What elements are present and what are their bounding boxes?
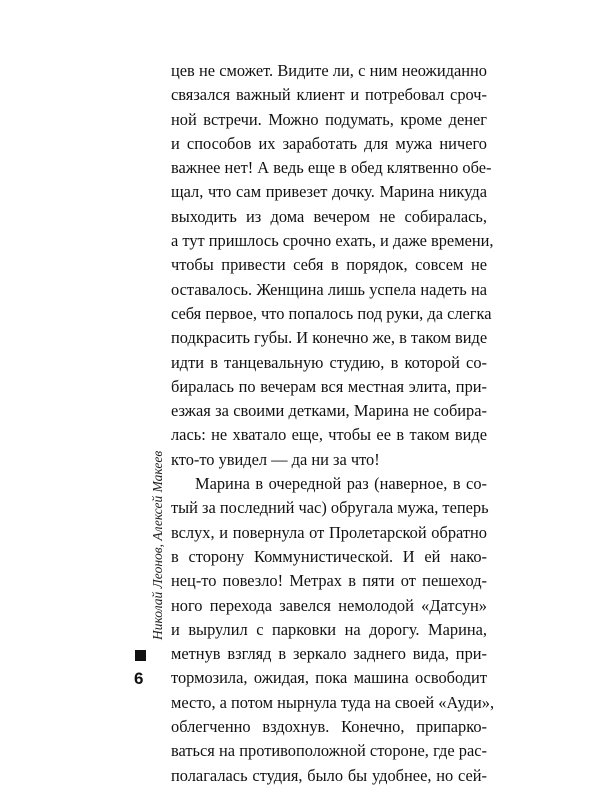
text-line: ваться на противоположной стороне, где рас- xyxy=(171,741,487,761)
text-line: ной встречи. Можно подумать, кроме денег xyxy=(171,109,487,129)
text-line: связался важный клиент и потребовал сроч- xyxy=(171,85,487,105)
text-line: тый за последний час) обругала мужа, теперь xyxy=(171,498,489,518)
text-line: важнее нет! А ведь еще в обед клятвенно обе- xyxy=(171,158,492,178)
text-line: метнув взгляд в зеркало заднего вида, при- xyxy=(171,644,487,664)
paragraph-start-line: Марина в очередной раз (наверное, в со- xyxy=(195,474,487,494)
text-line: подкрасить губы. И конечно же, в таком виде xyxy=(171,328,488,348)
text-line: езжая за своими детками, Марина не собира- xyxy=(171,401,487,421)
text-line: облегченно вздохнув. Конечно, припарко- xyxy=(171,717,487,737)
text-line: в сторону Коммунистической. И ей нако- xyxy=(171,546,487,566)
text-line: и вырулил с парковки на дорогу. Марина, xyxy=(171,619,487,639)
body-text xyxy=(171,59,495,788)
text-line: оставалось. Женщина лишь успела надеть на xyxy=(171,279,487,299)
authors-running-head: Николай Леонов, Алексей Макеев xyxy=(150,450,165,640)
text-line: и способов их заработать для мужа ничего xyxy=(171,133,487,153)
text-line: щал, что сам привезет дочку. Марина никуда xyxy=(171,182,487,202)
text-line: кто-то увидел — да ни за что! xyxy=(171,449,380,469)
text-line: цев не сможет. Видите ли, с ним неожиданно xyxy=(171,61,487,80)
page-number: 6 xyxy=(134,669,144,688)
text-line: полагалась студия, было бы удобнее, но сей- xyxy=(171,765,487,785)
text-line: вслух, и повернула от Пролетарской обратно xyxy=(171,522,487,542)
text-line: идти в танцевальную студию, в которой со- xyxy=(171,352,487,372)
text-line: чтобы привести себя в порядок, совсем не xyxy=(171,255,487,275)
text-line: а тут пришлось срочно ехать, и даже времени, xyxy=(171,231,494,251)
text-line: выходить из дома вечером не собиралась, xyxy=(171,206,487,226)
text-line: ного перехода завелся немолодой «Датсун» xyxy=(171,595,487,615)
text-line: лась: не хватало еще, чтобы ее в таком виде xyxy=(171,425,487,445)
text-line: себя первое, что попалось под руки, да слегка xyxy=(171,303,492,323)
text-line: биралась по вечерам вся местная элита, при- xyxy=(171,376,487,396)
text-line: место, а потом нырнула туда на своей «Ауди», xyxy=(171,692,495,712)
square-marker-icon xyxy=(135,650,146,661)
text-line: нец-то повезло! Метрах в пяти от пешеход- xyxy=(171,571,487,591)
text-line: тормозила, ожидая, пока машина освободит xyxy=(171,668,487,688)
